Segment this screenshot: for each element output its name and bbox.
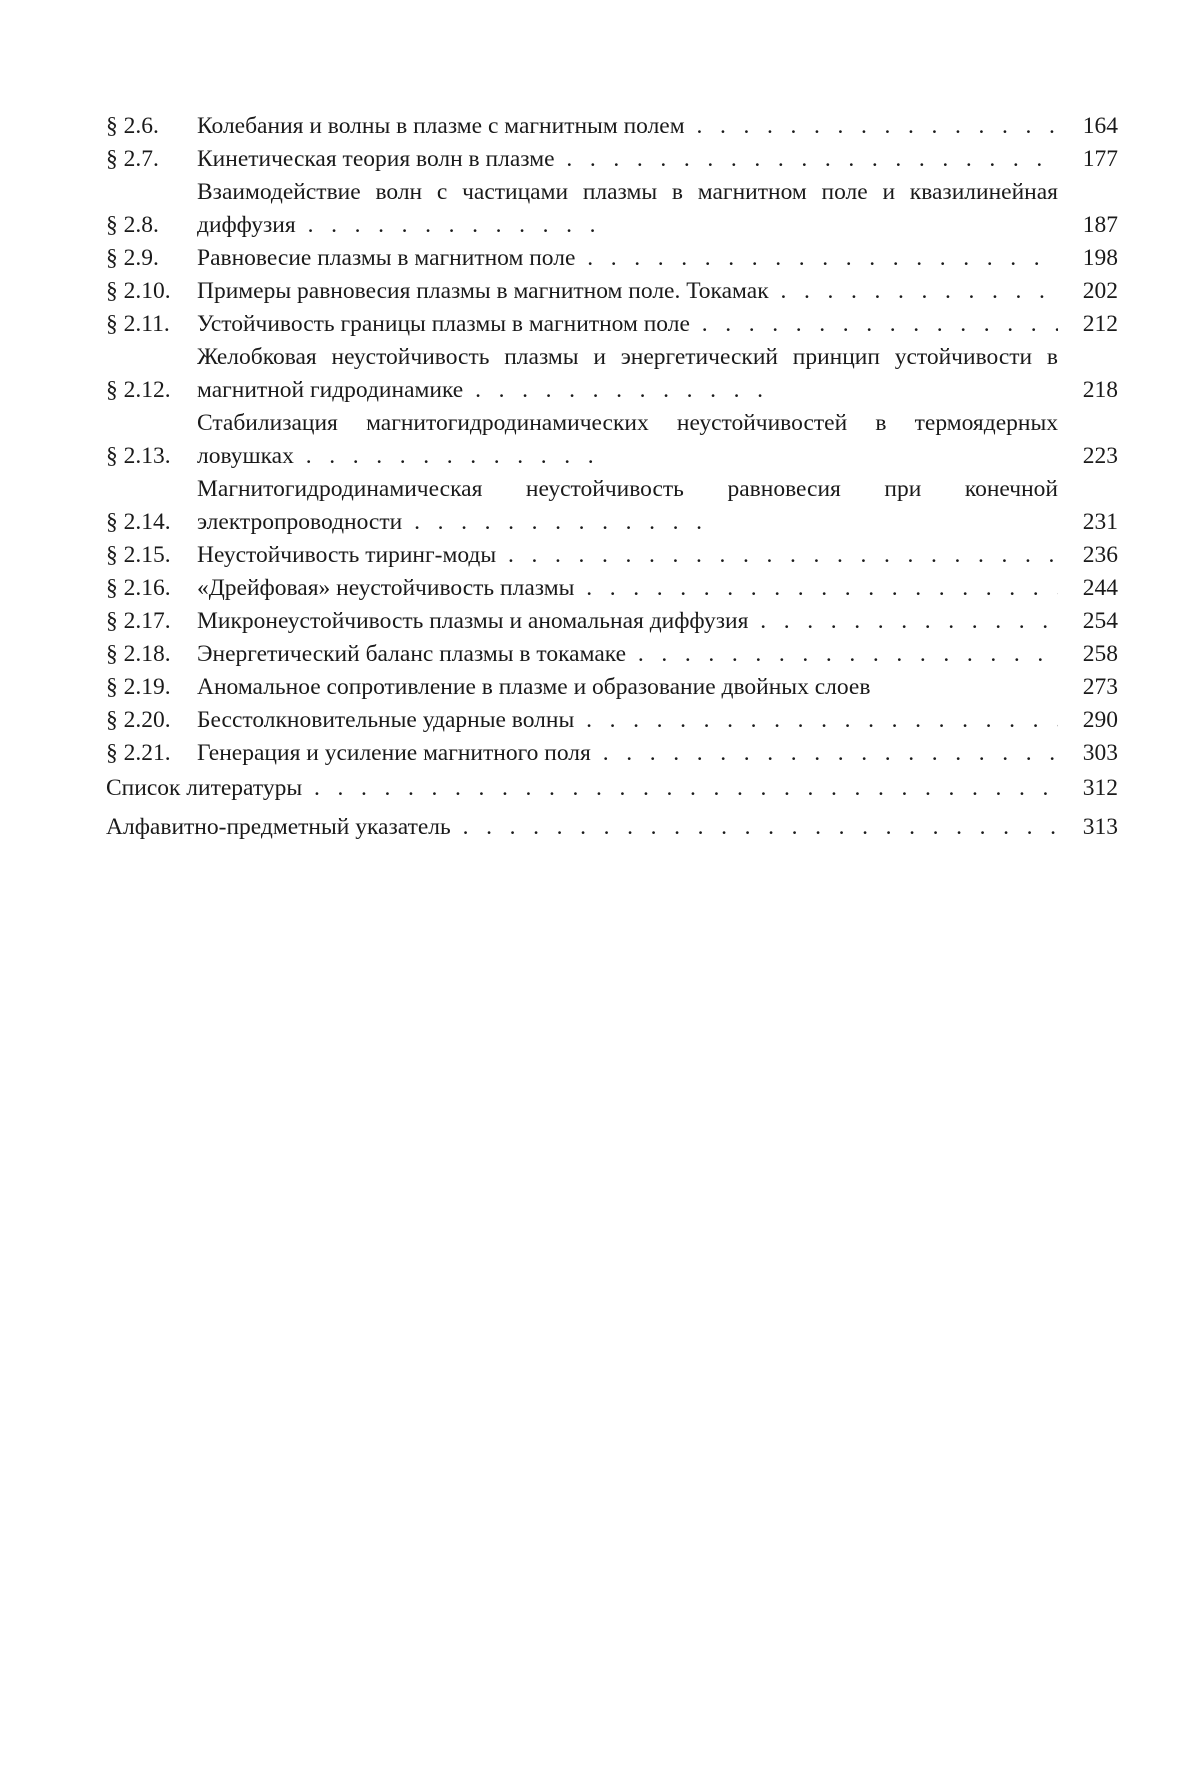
entry-title-wrap bbox=[197, 704, 1058, 737]
section-number: § 2.10. bbox=[106, 278, 171, 304]
entry-title: Генерация и усиление магнитного поля bbox=[197, 740, 597, 766]
entry-title: Энергетический баланс плазмы в токамаке bbox=[197, 641, 632, 667]
page-number: 290 bbox=[1082, 707, 1118, 733]
entry-title: Бесстолкновительные ударные волны bbox=[197, 707, 580, 733]
dot-leader bbox=[580, 575, 1058, 601]
section-number: § 2.9. bbox=[106, 245, 159, 271]
entry-title: Микронеустойчивость плазмы и аномальная диффузия bbox=[197, 608, 754, 634]
dot-leader bbox=[561, 146, 1058, 172]
page-number: 258 bbox=[1082, 641, 1118, 667]
toc-entry[interactable] bbox=[106, 407, 1118, 473]
entry-title-wrap bbox=[197, 275, 1058, 308]
page-number: 273 bbox=[1082, 674, 1118, 700]
entry-title: Колебания и волны в плазме с магнитным полем bbox=[197, 113, 691, 139]
dot-leader bbox=[581, 245, 1058, 271]
entry-title: Равновесие плазмы в магнитном поле bbox=[197, 245, 581, 271]
dot-leader bbox=[632, 641, 1058, 667]
dot-leader bbox=[597, 740, 1058, 766]
entry-title-wrap bbox=[197, 605, 1058, 638]
multi-line-title bbox=[197, 407, 1058, 473]
entry-title: Неустойчивость тиринг-моды bbox=[197, 542, 502, 568]
toc-entry[interactable] bbox=[106, 473, 1118, 539]
page-number: 313 bbox=[1082, 814, 1118, 840]
toc-entry[interactable] bbox=[106, 605, 1118, 638]
dot-leader bbox=[300, 443, 594, 469]
entry-title-wrap bbox=[197, 110, 1058, 143]
table-of-contents bbox=[106, 110, 1118, 844]
entry-title-wrap bbox=[197, 407, 1058, 473]
section-number: § 2.19. bbox=[106, 674, 171, 700]
dot-leader bbox=[457, 814, 1058, 840]
toc-entry[interactable] bbox=[106, 572, 1118, 605]
page-number: 187 bbox=[1082, 212, 1118, 238]
dot-leader bbox=[775, 278, 1058, 304]
entry-title-wrap bbox=[197, 341, 1058, 407]
entry-title: Стабилизация магнитогидродинамических неустойчивостей в термоядерных ловушках bbox=[197, 410, 1058, 469]
page-number: 164 bbox=[1082, 113, 1118, 139]
multi-line-title bbox=[197, 341, 1058, 407]
multi-line-title bbox=[197, 473, 1058, 539]
entry-title-wrap bbox=[197, 572, 1058, 605]
toc-entry[interactable] bbox=[106, 638, 1118, 671]
entry-title-wrap bbox=[197, 737, 1058, 770]
page-number: 218 bbox=[1082, 377, 1118, 403]
page-number: 212 bbox=[1082, 311, 1118, 337]
page-number: 312 bbox=[1082, 775, 1118, 801]
section-number: § 2.12. bbox=[106, 377, 171, 403]
page-number: 202 bbox=[1082, 278, 1118, 304]
section-number: § 2.14. bbox=[106, 509, 171, 535]
section-number: § 2.7. bbox=[106, 146, 159, 172]
page-number: 223 bbox=[1082, 443, 1118, 469]
dot-leader bbox=[469, 377, 763, 403]
page-number: 236 bbox=[1082, 542, 1118, 568]
toc-entry[interactable] bbox=[106, 737, 1118, 770]
toc-entry[interactable] bbox=[106, 341, 1118, 407]
toc-entry[interactable] bbox=[106, 704, 1118, 737]
multi-line-title bbox=[197, 176, 1058, 242]
toc-entry-index[interactable] bbox=[106, 811, 1118, 844]
entry-title-wrap bbox=[197, 242, 1058, 275]
entry-title-wrap bbox=[106, 772, 1058, 805]
entry-title-wrap bbox=[197, 308, 1058, 341]
dot-leader bbox=[302, 212, 596, 238]
section-number: § 2.11. bbox=[106, 311, 170, 337]
entry-title-wrap bbox=[197, 539, 1058, 572]
dot-leader bbox=[502, 542, 1058, 568]
entry-title-wrap bbox=[197, 671, 1058, 704]
entry-title-wrap bbox=[106, 811, 1058, 844]
entry-title: Кинетическая теория волн в плазме bbox=[197, 146, 561, 172]
page-number: 177 bbox=[1082, 146, 1118, 172]
section-number: § 2.13. bbox=[106, 443, 171, 469]
toc-entry[interactable] bbox=[106, 242, 1118, 275]
page-number: 244 bbox=[1082, 575, 1118, 601]
entry-title-wrap bbox=[197, 638, 1058, 671]
entry-title: «Дрейфовая» неустойчивость плазмы bbox=[197, 575, 580, 601]
toc-entry[interactable] bbox=[106, 110, 1118, 143]
section-number: § 2.6. bbox=[106, 113, 159, 139]
entry-title-wrap bbox=[197, 473, 1058, 539]
dot-leader bbox=[754, 608, 1058, 634]
toc-entry[interactable] bbox=[106, 143, 1118, 176]
section-number: § 2.21. bbox=[106, 740, 171, 766]
dot-leader bbox=[408, 509, 702, 535]
page-number: 231 bbox=[1082, 509, 1118, 535]
toc-entry[interactable] bbox=[106, 671, 1118, 704]
entry-title: Устойчивость границы плазмы в магнитном поле bbox=[197, 311, 696, 337]
section-number: § 2.18. bbox=[106, 641, 171, 667]
dot-leader bbox=[308, 775, 1058, 801]
entry-title-wrap bbox=[197, 176, 1058, 242]
toc-entry[interactable] bbox=[106, 539, 1118, 572]
section-number: § 2.20. bbox=[106, 707, 171, 733]
toc-entry[interactable] bbox=[106, 275, 1118, 308]
dot-leader bbox=[691, 113, 1058, 139]
entry-title: Алфавитно-предметный указатель bbox=[106, 814, 457, 840]
section-number: § 2.17. bbox=[106, 608, 171, 634]
toc-entry[interactable] bbox=[106, 176, 1118, 242]
section-number: § 2.15. bbox=[106, 542, 171, 568]
entry-title: Магнитогидродинамическая неустойчивость равновесия при конечной электропроводности bbox=[197, 476, 1058, 535]
entry-title-wrap bbox=[197, 143, 1058, 176]
entry-title: Список литературы bbox=[106, 775, 308, 801]
toc-entry-references[interactable] bbox=[106, 772, 1118, 805]
page-number: 198 bbox=[1082, 245, 1118, 271]
entry-title: Аномальное сопротивление в плазме и образование двойных слоев bbox=[197, 674, 876, 700]
entry-title: Взаимодействие волн с частицами плазмы в магнитном поле и квазилинейная диффузия bbox=[197, 179, 1058, 238]
entry-title: Примеры равновесия плазмы в магнитном поле. Токамак bbox=[197, 278, 775, 304]
section-number: § 2.16. bbox=[106, 575, 171, 601]
dot-leader bbox=[580, 707, 1058, 733]
toc-entry[interactable] bbox=[106, 308, 1118, 341]
page-number: 303 bbox=[1082, 740, 1118, 766]
page-number: 254 bbox=[1082, 608, 1118, 634]
section-number: § 2.8. bbox=[106, 212, 159, 238]
dot-leader bbox=[696, 311, 1058, 337]
entry-title: Желобковая неустойчивость плазмы и энергетический принцип устойчивости в магнитной гидродинамике bbox=[197, 344, 1058, 403]
